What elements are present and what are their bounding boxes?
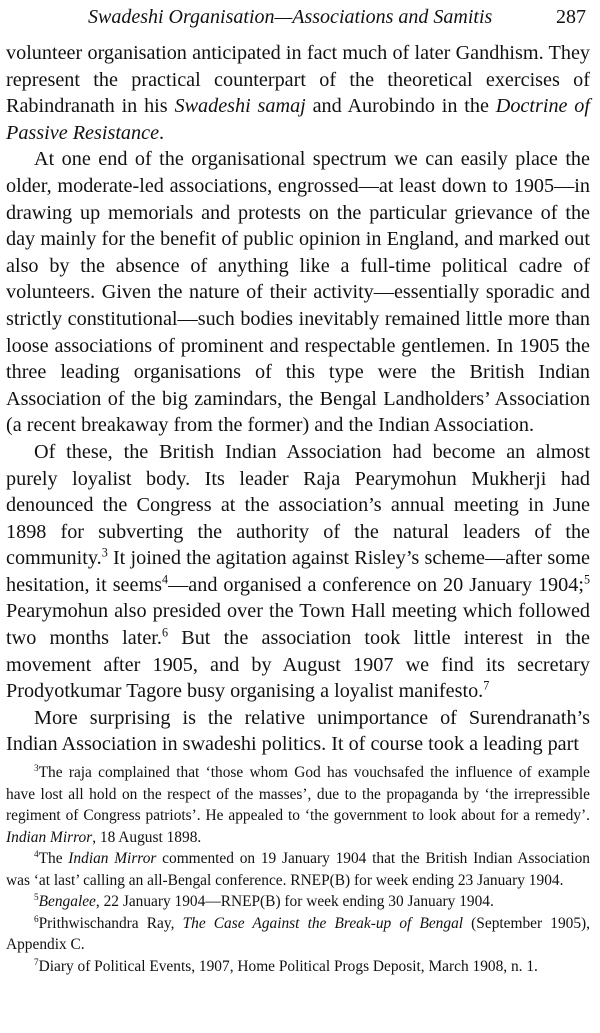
footnote-number: 3 <box>34 762 39 773</box>
text-run: But the association took little interest in the movement after 1905, and by August 1907 we find its secretary Prodyotkumar Tagore busy organising a loyalist manifesto. <box>6 627 590 703</box>
page-header <box>6 6 590 40</box>
paragraph-2: At one end of the organisational spectrum we can easily place the older, moderate-led associations, engrossed—at least down to 1905—in drawing up memorials and protests on the particular grievance of the day mainly for the benefit of public opinion in England, and marked out also by the absence of anything like a full-time political cadre of volunteers. Given the nature of their activity—essentially sporadic and strictly constitutional—such bodies inevitably remained little more than loose associations of prominent and respectable gentlemen. In 1905 the three leading organisations of this type were the British Indian Association of the big zamindars, the Bengal Landholders’ Association (a recent breakaway from the former) and the Indian Association. <box>6 148 590 437</box>
footnote-ref[interactable]: 3 <box>101 545 108 560</box>
text-run: commented on 19 January 1904 that the British Indian Association was ‘at last’ calling an all-Bengal conference. RNEP(B) for week ending 23 January 1904. <box>6 850 591 889</box>
footnote-4 <box>6 848 590 891</box>
text-run: and Aurobindo in the <box>305 95 496 118</box>
paragraph-3 <box>6 439 590 705</box>
footnote-number: 5 <box>34 891 39 902</box>
italic-title: Doctrine of Passive Resistance <box>6 95 591 144</box>
text-run: , 22 January 1904—RNEP(B) for week ending 30 January 1904. <box>95 893 494 910</box>
text-run: Diary of Political Events, 1907, Home Political Progs Deposit, March 1908, n. 1. <box>38 957 538 975</box>
text-run: volunteer organisation anticipated in fact much of later Gandhism. They represent the practical counterpart of the theoretical exercises of Rabindranath in his <box>6 42 590 118</box>
italic-title: Indian Mirror <box>68 850 157 867</box>
footnote-number: 7 <box>34 956 39 967</box>
text-run: (September 1905), Appendix C. <box>6 914 591 953</box>
footnote-6 <box>6 913 590 956</box>
italic-title: Indian Mirror <box>6 828 93 846</box>
main-text <box>6 40 590 758</box>
text-run: —and organised a conference on 20 January 1904; <box>168 573 584 596</box>
text-run: It joined the agitation against Risley’s scheme—after some hesitation, it seems <box>6 547 590 596</box>
footnote-5 <box>6 891 590 913</box>
footnote-ref[interactable]: 4 <box>162 572 169 587</box>
paragraph-4: More surprising is the relative unimportance of Surendranath’s Indian Association in swadeshi politics. It of course took a leading part <box>6 706 590 756</box>
paragraph-1 <box>6 40 590 146</box>
footnote-7 <box>6 956 590 978</box>
footnote-number: 6 <box>34 913 39 924</box>
footnote-ref[interactable]: 6 <box>161 625 169 640</box>
footnote-ref[interactable]: 7 <box>483 678 490 693</box>
italic-title: The Case Against the Break-up of Bengal <box>182 914 464 932</box>
text-run: . <box>159 121 165 144</box>
text-run: The raja complained that ‘those whom God has vouchsafed the influence of example have lost all hold on the respect of the masses’, due to the propaganda by ‘the irrepressible regiment of Congress patriots’. He appealed to ‘the government to look about for a remedy’. <box>6 764 590 824</box>
footnote-ref[interactable]: 5 <box>583 572 590 587</box>
italic-title: Bengalee <box>38 893 96 910</box>
footnote-number: 4 <box>34 848 39 859</box>
italic-title: Swadeshi samaj <box>174 95 306 118</box>
page-number: 287 <box>556 6 586 28</box>
text-run: , 18 August 1898. <box>92 828 202 846</box>
text-run: Of these, the British Indian Association had become an almost purely loyalist body. Its leader Raja Pearymohun Mukherji had denounced the Congress at the association’s annual meeting in June 1898 for subverting the authority of the natural leaders of the community. <box>6 440 590 570</box>
text-run: Pearymohun also presided over the Town Hall meeting which followed two months later. <box>6 600 590 650</box>
footnotes <box>6 762 590 977</box>
footnote-3 <box>6 762 590 848</box>
text-run: The <box>38 850 69 867</box>
text-run: Prithwischandra Ray, <box>38 914 183 932</box>
running-head: Swadeshi Organisation—Associations and Samitis <box>88 6 493 28</box>
